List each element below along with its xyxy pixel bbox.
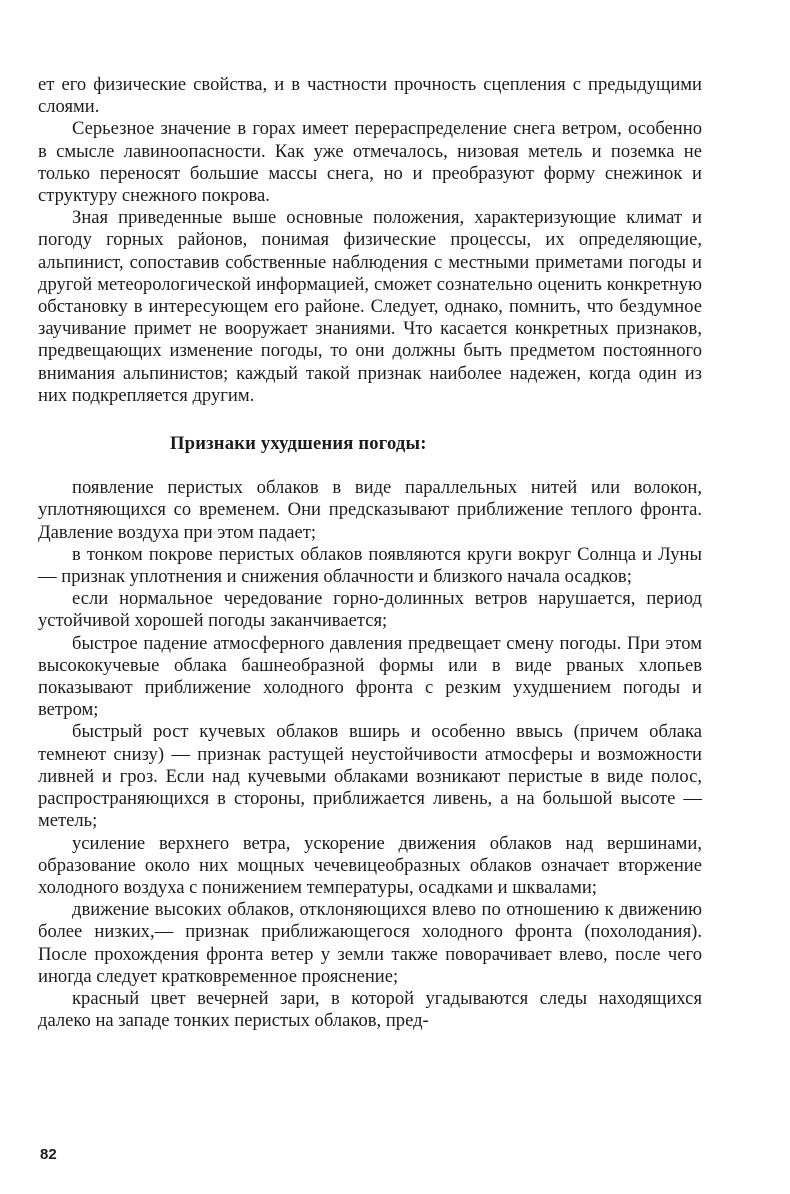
page-number: 82 [40, 1146, 57, 1163]
list-item: быстрый рост кучевых облаков вширь и особенно ввысь (причем облака темнеют снизу) — признак растущей неустойчивости атмосферы и возможности ливней и гроз. Если над кучевыми облаками возникают перистые в виде полос, распространяющихся в стороны, приближается ливень, а на большой высоте — метель; [38, 721, 702, 832]
list-item: в тонком покрове перистых облаков появляются круги вокруг Солнца и Луны — признак уплотнения и снижения облачности и близкого начала осадков; [38, 543, 702, 588]
list-item: движение высоких облаков, отклоняющихся влево по отношению к движению более низких,— признак приближающегося холодного фронта (похолодания). После прохождения фронта ветер у земли также поворачивает влево, после чего иногда следует кратковременное прояснение; [38, 899, 702, 987]
paragraph-climate-knowledge: Зная приведенные выше основные положения, характеризующие климат и погоду горных районов, понимая физические процессы, их определяющие, альпинист, сопоставив собственные наблюдения с местными приметами погоды и другой метеорологической информацией, сможет сознательно оценить конкретную обстановку в интересующем его районе. Следует, однако, помнить, что бездумное заучивание примет не вооружает знаниями. Что касается конкретных признаков, предвещающих изменение погоды, то они должны быть предметом постоянного внимания альпинистов; каждый такой признак наиболее надежен, когда один из них подкрепляется другим. [38, 207, 702, 406]
list-item: усиление верхнего ветра, ускорение движения облаков над вершинами, образование около них мощных чечевицеобразных облаков означает вторжение холодного воздуха с понижением температуры, осадками и шквалами; [38, 832, 702, 898]
section-heading: Признаки ухудшения погоды: [170, 433, 427, 455]
list-item: если нормальное чередование горно-долинных ветров нарушается, период устойчивой хорошей погоды заканчивается; [38, 588, 702, 632]
page-text [38, 74, 702, 1032]
list-item: красный цвет вечерней зари, в которой угадываются следы находящихся далеко на западе тонких перистых облаков, пред- [38, 987, 702, 1032]
list-item: появление перистых облаков в виде параллельных нитей или волокон, уплотняющихся со временем. Они предсказывают приближение теплого фронта. Давление воздуха при этом падает; [38, 477, 702, 543]
paragraph-snow-redistribution: Серьезное значение в горах имеет перераспределение снега ветром, особенно в смысле лавиноопасности. Как уже отмечалось, низовая метель и поземка не только переносят большие массы снега, но и преобразуют форму снежинок и структуру снежного покрова. [38, 118, 702, 207]
paragraph-continuation: ет его физические свойства, и в частности прочность сцепления с предыдущими слоями. [38, 74, 702, 118]
list-item: быстрое падение атмосферного давления предвещает смену погоды. При этом высококучевые облака башнеобразной формы или в виде рваных хлопьев показывают приближение холодного фронта с резким ухудшением погоды и ветром; [38, 632, 702, 721]
